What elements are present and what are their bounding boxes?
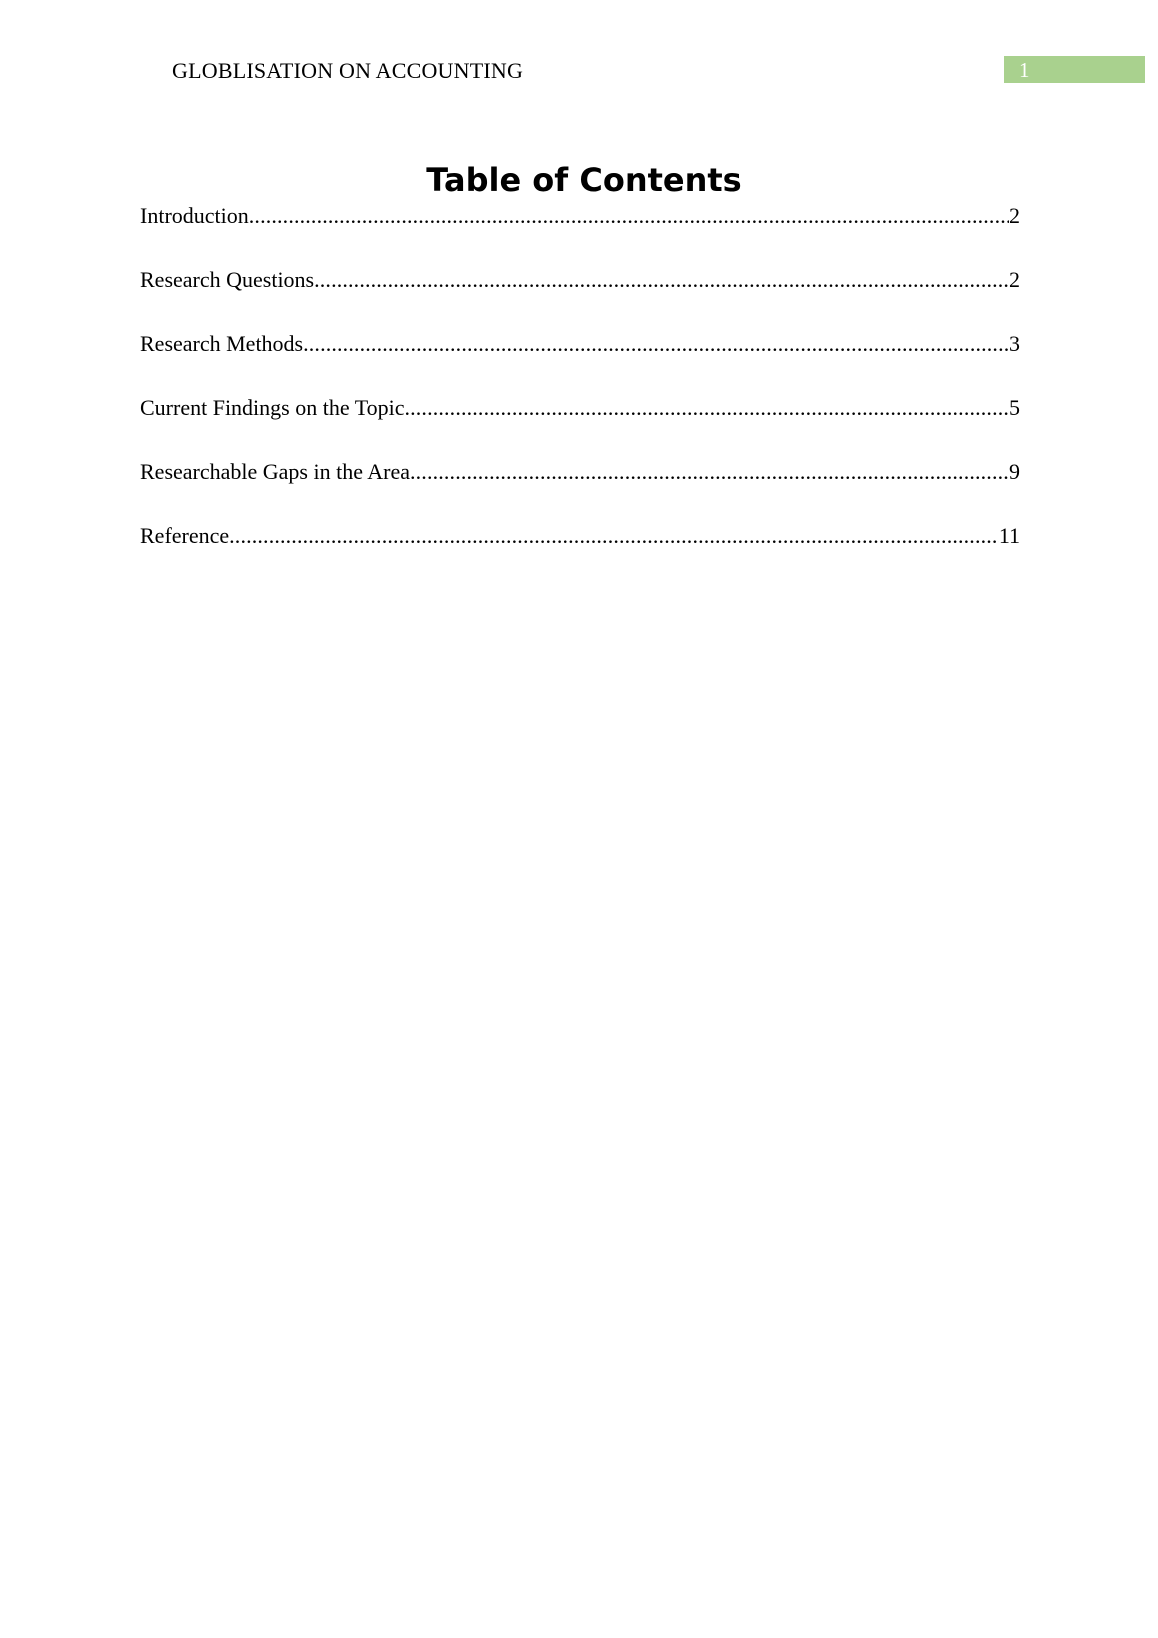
toc-entry-reference[interactable] — [140, 522, 1020, 586]
toc-entry-researchable-gaps[interactable] — [140, 458, 1020, 522]
toc-entry-label: Research Methods — [140, 331, 304, 356]
toc-entry-research-methods[interactable] — [140, 330, 1020, 394]
toc-dot-leader — [410, 458, 1009, 486]
toc-dot-leader — [249, 202, 1009, 230]
toc-entry-label: Current Findings on the Topic — [140, 395, 405, 420]
toc-dot-leader — [229, 522, 999, 550]
toc-heading: Table of Contents — [426, 161, 742, 199]
page-number: 1 — [1019, 58, 1030, 82]
toc-dot-leader — [404, 394, 1009, 422]
toc-entry-label: Researchable Gaps in the Area — [140, 459, 410, 484]
toc-entry-page: 11 — [998, 523, 1020, 548]
running-header-title: GLOBLISATION ON ACCOUNTING — [172, 58, 524, 83]
toc-entry-page: 2 — [1009, 267, 1020, 292]
toc-entry-page: 5 — [1009, 395, 1020, 420]
toc-entry-label: Reference — [140, 523, 230, 548]
toc-entry-current-findings[interactable] — [140, 394, 1020, 458]
toc-dot-leader — [314, 266, 1009, 294]
toc-entry-research-questions[interactable] — [140, 266, 1020, 330]
toc-entry-page: 9 — [1009, 459, 1020, 484]
toc-entry-page: 3 — [1009, 331, 1020, 356]
toc-entry-page: 2 — [1009, 203, 1020, 228]
toc-dot-leader — [303, 330, 1009, 358]
toc-list — [140, 202, 1020, 586]
toc-entry-introduction[interactable] — [140, 202, 1020, 266]
toc-entry-label: Research Questions — [140, 267, 315, 292]
toc-entry-label: Introduction — [140, 203, 249, 228]
